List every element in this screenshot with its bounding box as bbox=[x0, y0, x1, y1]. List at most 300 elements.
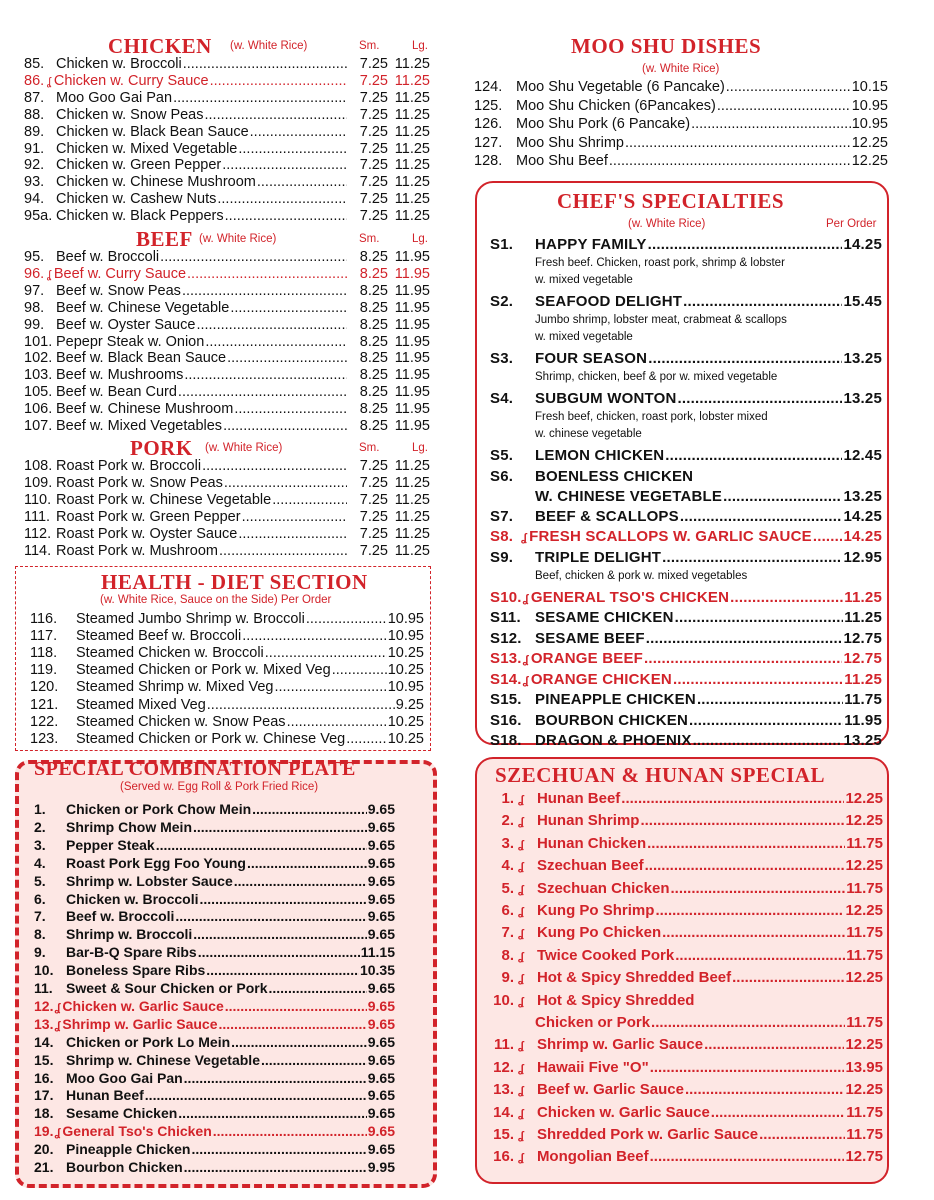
menu-item[interactable] bbox=[34, 1159, 395, 1176]
item-name: Roast Pork w. Broccoli bbox=[56, 458, 202, 474]
price: 9.65 bbox=[367, 1123, 395, 1140]
menu-item[interactable] bbox=[24, 350, 430, 367]
item-name: General Tso's Chicken bbox=[62, 1123, 212, 1140]
small-price: 7.25 bbox=[359, 72, 388, 89]
chef-item[interactable] bbox=[490, 549, 882, 568]
menu-item[interactable] bbox=[474, 98, 888, 115]
item-name: Shredded Pork w. Garlic Sauce bbox=[536, 1126, 759, 1143]
szechuan-item[interactable] bbox=[490, 992, 883, 1011]
large-price: 11.95 bbox=[394, 384, 430, 401]
pepper-icon: ʆ bbox=[518, 838, 524, 851]
small-price: 7.25 bbox=[359, 474, 388, 491]
item-name: Bourbon Chicken bbox=[66, 1159, 183, 1175]
menu-item[interactable] bbox=[30, 731, 424, 748]
leader-dots bbox=[156, 837, 367, 853]
item-name: Chicken w. Garlic Sauce bbox=[536, 1103, 710, 1121]
menu-item[interactable] bbox=[24, 492, 430, 509]
menu-item[interactable] bbox=[30, 628, 424, 645]
price: 12.25 bbox=[845, 790, 883, 807]
szechuan-item-line2 bbox=[490, 1014, 883, 1033]
price: 10.25 bbox=[387, 662, 424, 679]
small-price: 8.25 bbox=[359, 418, 388, 434]
item-name: Chicken w. Black Bean Sauce bbox=[56, 123, 249, 140]
item-name: Kung Po Chicken bbox=[536, 924, 662, 942]
menu-item[interactable] bbox=[24, 90, 430, 107]
health-title: HEALTH - DIET SECTION bbox=[101, 570, 368, 594]
menu-item[interactable] bbox=[24, 249, 430, 266]
menu-item[interactable] bbox=[24, 526, 430, 543]
item-number: 11. bbox=[493, 1036, 514, 1054]
leader-dots bbox=[207, 697, 395, 713]
leader-dots bbox=[680, 508, 843, 525]
item-name: Roast Pork w. Green Pepper bbox=[56, 508, 241, 525]
pork-note: (w. White Rice) bbox=[205, 442, 283, 454]
item-number: S18. bbox=[490, 732, 522, 749]
menu-item[interactable] bbox=[24, 124, 430, 141]
price: 10.95 bbox=[387, 679, 424, 696]
item-name: Szechuan Chicken bbox=[536, 879, 670, 897]
menu-item[interactable] bbox=[24, 174, 430, 191]
item-number: 121. bbox=[30, 696, 59, 713]
leader-dots bbox=[726, 79, 851, 95]
menu-item[interactable] bbox=[34, 998, 395, 1015]
menu-item[interactable] bbox=[34, 873, 395, 890]
price: 13.25 bbox=[843, 390, 882, 407]
large-price: 11.95 bbox=[394, 333, 430, 350]
item-description: Beef, chicken & pork w. mixed vegetables bbox=[535, 569, 748, 582]
item-name: Hawaii Five "O" bbox=[536, 1058, 649, 1076]
szechuan-item[interactable] bbox=[490, 1148, 883, 1167]
menu-item[interactable] bbox=[34, 837, 395, 854]
leader-dots bbox=[198, 944, 360, 960]
leader-dots bbox=[644, 650, 842, 667]
item-name: Szechuan Beef bbox=[536, 857, 644, 875]
menu-item[interactable] bbox=[24, 543, 430, 560]
leader-dots bbox=[238, 526, 347, 542]
chef-item[interactable] bbox=[490, 350, 882, 369]
menu-item[interactable] bbox=[24, 208, 430, 225]
chef-item[interactable] bbox=[490, 650, 882, 669]
item-number: S16. bbox=[490, 711, 522, 729]
price: 11.75 bbox=[846, 924, 883, 942]
small-price: 7.25 bbox=[359, 491, 388, 508]
pepper-icon: ʆ bbox=[518, 861, 524, 874]
menu-item[interactable] bbox=[24, 317, 430, 334]
price: 9.65 bbox=[367, 836, 395, 853]
item-description: w. mixed vegetable bbox=[535, 274, 633, 286]
pepper-icon: ʆ bbox=[518, 906, 524, 918]
chef-item[interactable] bbox=[490, 630, 882, 649]
chef-item[interactable] bbox=[490, 390, 882, 409]
menu-item[interactable] bbox=[30, 611, 424, 628]
price: 13.25 bbox=[843, 732, 882, 749]
menu-item[interactable] bbox=[34, 944, 395, 961]
item-name: Chicken w. Chinese Mushroom bbox=[56, 174, 256, 191]
item-name: Hunan Chicken bbox=[536, 834, 647, 852]
item-name: Beef w. Bean Curd bbox=[56, 384, 177, 401]
leader-dots bbox=[196, 317, 347, 333]
large-price: 11.25 bbox=[394, 191, 430, 208]
pepper-icon: ʆ bbox=[518, 883, 524, 896]
item-number: 96. bbox=[24, 265, 45, 282]
chicken-title: CHICKEN bbox=[108, 34, 212, 58]
menu-item[interactable] bbox=[30, 679, 424, 696]
small-price: 7.25 bbox=[359, 89, 388, 106]
item-name: Shrimp w. Broccoli bbox=[66, 926, 193, 943]
item-number: S2. bbox=[490, 293, 514, 310]
price: 13.25 bbox=[843, 350, 882, 367]
item-number: 127. bbox=[474, 134, 503, 151]
menu-item[interactable] bbox=[24, 283, 430, 300]
item-name: Steamed Beef w. Broccoli bbox=[76, 628, 242, 645]
large-price: 11.25 bbox=[394, 474, 430, 491]
szechuan-item[interactable] bbox=[490, 1059, 883, 1078]
leader-dots bbox=[640, 812, 844, 829]
large-price: 11.25 bbox=[394, 56, 430, 72]
szechuan-item[interactable] bbox=[490, 857, 883, 876]
small-price: 8.25 bbox=[359, 350, 388, 367]
item-number: 12. bbox=[493, 1058, 514, 1076]
item-number: 112. bbox=[24, 525, 52, 542]
menu-item[interactable] bbox=[30, 662, 424, 679]
small-price: 7.25 bbox=[359, 157, 388, 174]
item-name: Pepper Steak bbox=[66, 836, 155, 853]
item-number: S13. bbox=[490, 650, 522, 667]
item-number: 89. bbox=[24, 123, 45, 140]
menu-item[interactable] bbox=[474, 116, 888, 133]
leader-dots bbox=[670, 880, 845, 897]
item-number: S7. bbox=[490, 507, 514, 525]
menu-item[interactable] bbox=[34, 1052, 395, 1069]
szechuan-title: SZECHUAN & HUNAN SPECIAL bbox=[495, 763, 825, 787]
leader-dots bbox=[247, 855, 367, 871]
leader-dots bbox=[662, 924, 845, 941]
price: 9.65 bbox=[367, 872, 395, 889]
item-name: Shrimp w. Lobster Sauce bbox=[66, 872, 233, 889]
menu-item[interactable] bbox=[34, 1105, 395, 1122]
item-number: 120. bbox=[30, 679, 59, 696]
szechuan-item[interactable] bbox=[490, 1126, 883, 1145]
menu-item[interactable] bbox=[24, 384, 430, 401]
leader-dots bbox=[193, 819, 367, 835]
pepper-icon: ʆ bbox=[518, 1152, 524, 1165]
item-number: 124. bbox=[474, 79, 503, 95]
leader-dots bbox=[673, 671, 843, 688]
szechuan-item[interactable] bbox=[490, 902, 883, 921]
price: 12.25 bbox=[845, 969, 883, 987]
menu-item[interactable] bbox=[30, 714, 424, 731]
menu-item[interactable] bbox=[34, 980, 395, 997]
item-name: Roast Pork Egg Foo Young bbox=[66, 854, 246, 871]
chef-item[interactable] bbox=[490, 468, 882, 487]
pepper-icon: ʆ bbox=[518, 928, 524, 941]
menu-item[interactable] bbox=[34, 1016, 395, 1033]
chef-item[interactable] bbox=[490, 609, 882, 628]
price: 14.25 bbox=[843, 507, 882, 525]
szechuan-item[interactable] bbox=[490, 969, 883, 988]
large-price: 11.25 bbox=[394, 542, 430, 559]
large-price: 11.25 bbox=[394, 157, 430, 174]
menu-item[interactable] bbox=[24, 157, 430, 174]
price: 10.25 bbox=[387, 730, 424, 747]
item-number: 21. bbox=[34, 1159, 54, 1175]
item-number: 17. bbox=[34, 1087, 54, 1104]
price: 9.65 bbox=[367, 1105, 395, 1122]
menu-item[interactable] bbox=[24, 418, 430, 435]
menu-item[interactable] bbox=[34, 819, 395, 836]
price: 9.65 bbox=[367, 1141, 395, 1158]
item-number: 97. bbox=[24, 282, 45, 299]
chef-item[interactable] bbox=[490, 712, 882, 731]
item-number: 14. bbox=[34, 1033, 54, 1050]
large-price: 11.95 bbox=[394, 249, 430, 265]
leader-dots bbox=[732, 969, 844, 986]
item-number: 10. bbox=[34, 962, 54, 979]
menu-item[interactable] bbox=[24, 73, 430, 90]
item-number: S4. bbox=[490, 390, 514, 407]
item-name: TRIPLE DELIGHT bbox=[535, 548, 662, 566]
leader-dots bbox=[227, 350, 347, 366]
menu-item[interactable] bbox=[24, 401, 430, 418]
menu-item[interactable] bbox=[30, 645, 424, 662]
leader-dots bbox=[625, 135, 851, 151]
item-number: 93. bbox=[24, 174, 45, 191]
menu-item[interactable] bbox=[34, 1141, 395, 1158]
price: 12.75 bbox=[845, 1148, 883, 1166]
item-name: SEAFOOD DELIGHT bbox=[535, 293, 683, 310]
leader-dots bbox=[184, 367, 347, 383]
item-name: Pineapple Chicken bbox=[66, 1141, 191, 1158]
item-name: BOURBON CHICKEN bbox=[535, 711, 688, 729]
price: 10.95 bbox=[387, 628, 424, 645]
combo-note: (Served w. Egg Roll & Pork Fried Rice) bbox=[120, 781, 319, 793]
leader-dots bbox=[704, 1036, 844, 1053]
szechuan-item[interactable] bbox=[490, 924, 883, 943]
menu-item[interactable] bbox=[34, 908, 395, 925]
szechuan-item[interactable] bbox=[490, 812, 883, 831]
price: 10.35 bbox=[359, 962, 395, 979]
pepper-icon: ʆ bbox=[522, 674, 529, 687]
item-number: 106. bbox=[24, 401, 53, 418]
pepper-icon: ʆ bbox=[518, 950, 524, 963]
price: 12.25 bbox=[845, 812, 883, 830]
szechuan-item[interactable] bbox=[490, 790, 883, 809]
menu-item[interactable] bbox=[24, 367, 430, 384]
item-number: 95a. bbox=[24, 208, 53, 225]
item-number: 92. bbox=[24, 157, 45, 174]
item-name: SUBGUM WONTON bbox=[535, 390, 677, 407]
price: 9.65 bbox=[367, 854, 395, 871]
leader-dots bbox=[648, 236, 843, 253]
small-price: 8.25 bbox=[359, 367, 388, 384]
leader-dots bbox=[689, 712, 843, 729]
item-name: Chicken w. Green Pepper bbox=[56, 157, 222, 174]
menu-item[interactable] bbox=[34, 855, 395, 872]
item-name: Roast Pork w. Snow Peas bbox=[56, 474, 223, 491]
item-name: Chicken w. Snow Peas bbox=[56, 106, 204, 123]
menu-item[interactable] bbox=[24, 191, 430, 208]
chef-item[interactable] bbox=[490, 447, 882, 466]
leader-dots bbox=[219, 543, 347, 559]
item-number: 118. bbox=[30, 645, 58, 662]
price: 11.25 bbox=[844, 588, 882, 606]
item-number: S10. bbox=[490, 588, 522, 606]
leader-dots bbox=[222, 157, 347, 173]
szechuan-item[interactable] bbox=[490, 1036, 883, 1055]
leader-dots bbox=[650, 1148, 845, 1165]
item-name: Steamed Chicken w. Broccoli bbox=[76, 645, 264, 662]
item-name: Roast Pork w. Mushroom bbox=[56, 542, 218, 559]
price: 13.95 bbox=[845, 1058, 883, 1076]
menu-item[interactable] bbox=[34, 926, 395, 943]
leader-dots bbox=[651, 1014, 845, 1031]
menu-item[interactable] bbox=[34, 962, 395, 979]
item-name: Steamed Chicken w. Snow Peas bbox=[76, 713, 286, 730]
leader-dots bbox=[269, 980, 367, 996]
item-number: 99. bbox=[24, 316, 45, 333]
item-number: 4. bbox=[34, 854, 46, 871]
szechuan-item[interactable] bbox=[490, 835, 883, 854]
menu-item[interactable] bbox=[24, 141, 430, 158]
item-name: Beef w. Chinese Vegetable bbox=[56, 299, 230, 316]
price: 12.25 bbox=[851, 134, 888, 151]
item-name: Moo Shu Shrimp bbox=[516, 134, 624, 151]
leader-dots bbox=[193, 926, 366, 942]
mooshu-title: MOO SHU DISHES bbox=[571, 34, 762, 58]
item-name: Hunan Beef bbox=[536, 790, 621, 807]
item-name: Bar-B-Q Spare Ribs bbox=[66, 944, 197, 961]
leader-dots bbox=[224, 475, 347, 491]
menu-item[interactable] bbox=[474, 135, 888, 152]
leader-dots bbox=[184, 1159, 367, 1175]
item-name: Steamed Chicken or Pork w. Mixed Veg bbox=[76, 662, 331, 679]
item-name: Steamed Mixed Veg bbox=[76, 696, 206, 713]
chef-item[interactable] bbox=[490, 293, 882, 312]
price: 11.25 bbox=[844, 609, 882, 626]
pepper-icon: ʆ bbox=[54, 1127, 61, 1140]
item-name: Boneless Spare Ribs bbox=[66, 962, 206, 979]
item-name: Moo Shu Pork (6 Pancake) bbox=[516, 116, 691, 132]
item-number: S15. bbox=[490, 691, 522, 708]
menu-item[interactable] bbox=[34, 801, 395, 818]
menu-item[interactable] bbox=[34, 891, 395, 908]
menu-item[interactable] bbox=[474, 79, 888, 96]
chef-item[interactable] bbox=[490, 528, 882, 547]
price: 10.95 bbox=[851, 97, 888, 114]
item-number: 87. bbox=[24, 89, 45, 106]
chef-per-order: Per Order bbox=[826, 218, 877, 230]
chef-item[interactable] bbox=[490, 671, 882, 690]
menu-item[interactable] bbox=[24, 107, 430, 124]
item-name: Shrimp Chow Mein bbox=[66, 818, 192, 835]
menu-item[interactable] bbox=[24, 475, 430, 492]
item-name: Beef w. Broccoli bbox=[66, 908, 175, 925]
item-number: 86. bbox=[24, 72, 45, 89]
leader-dots bbox=[242, 509, 347, 525]
chef-item[interactable] bbox=[490, 508, 882, 527]
leader-dots bbox=[173, 90, 347, 106]
item-name-line2: Chicken or Pork bbox=[535, 1014, 651, 1031]
large-price: 11.25 bbox=[394, 508, 430, 525]
price: 15.45 bbox=[843, 293, 882, 310]
szechuan-item[interactable] bbox=[490, 1081, 883, 1100]
leader-dots bbox=[662, 549, 842, 566]
item-number: 4. bbox=[501, 857, 514, 875]
leader-dots bbox=[332, 662, 387, 678]
pepper-icon: ʆ bbox=[518, 1040, 524, 1053]
leader-dots bbox=[206, 962, 359, 978]
item-name: Beef w. Oyster Sauce bbox=[56, 316, 196, 333]
leader-dots bbox=[231, 1034, 367, 1050]
menu-item[interactable] bbox=[24, 334, 430, 351]
item-name: GENERAL TSO'S CHICKEN bbox=[530, 588, 730, 606]
chef-item[interactable] bbox=[490, 732, 882, 751]
price: 9.25 bbox=[395, 696, 424, 713]
leader-dots bbox=[261, 1052, 367, 1068]
menu-item[interactable] bbox=[24, 56, 430, 73]
item-name: Shrimp w. Garlic Sauce bbox=[62, 1015, 218, 1032]
chef-item[interactable] bbox=[490, 691, 882, 710]
chicken-lg-header: Lg. bbox=[412, 40, 428, 52]
menu-item[interactable] bbox=[34, 1070, 395, 1087]
szechuan-item[interactable] bbox=[490, 947, 883, 966]
large-price: 11.95 bbox=[394, 367, 430, 384]
chef-item[interactable] bbox=[490, 589, 882, 608]
price: 9.65 bbox=[367, 1015, 395, 1032]
menu-item[interactable] bbox=[34, 1034, 395, 1051]
price: 12.75 bbox=[843, 650, 882, 667]
leader-dots bbox=[145, 1087, 367, 1103]
item-name: Steamed Chicken or Pork w. Chinese Veg bbox=[76, 730, 346, 747]
item-name: Beef w. Mushrooms bbox=[56, 367, 184, 384]
pepper-icon: ʆ bbox=[518, 995, 524, 1008]
item-name: Twice Cooked Pork bbox=[536, 946, 675, 964]
menu-item[interactable] bbox=[24, 266, 430, 283]
leader-dots bbox=[160, 249, 347, 265]
item-number: S3. bbox=[490, 350, 514, 367]
menu-item[interactable] bbox=[34, 1123, 395, 1140]
price: 11.15 bbox=[360, 944, 395, 961]
item-number: 19. bbox=[34, 1123, 54, 1140]
menu-item[interactable] bbox=[30, 697, 424, 714]
szechuan-item[interactable] bbox=[490, 1104, 883, 1123]
leader-dots bbox=[205, 107, 348, 123]
item-number: 101. bbox=[24, 333, 53, 350]
item-number: 8. bbox=[501, 946, 514, 964]
szechuan-item[interactable] bbox=[490, 880, 883, 899]
price: 12.45 bbox=[843, 447, 882, 464]
menu-item[interactable] bbox=[474, 153, 888, 170]
menu-item[interactable] bbox=[34, 1087, 395, 1104]
price: 11.75 bbox=[844, 691, 882, 708]
small-price: 8.25 bbox=[359, 249, 388, 265]
small-price: 7.25 bbox=[359, 56, 388, 72]
chef-item[interactable] bbox=[490, 236, 882, 255]
leader-dots bbox=[730, 589, 843, 606]
item-description: Jumbo shrimp, lobster meat, crabmeat & scallops bbox=[535, 314, 787, 326]
leader-dots bbox=[287, 714, 387, 730]
leader-dots bbox=[648, 350, 842, 367]
item-number: 6. bbox=[34, 890, 46, 907]
item-name: HAPPY FAMILY bbox=[535, 236, 647, 253]
large-price: 11.95 bbox=[394, 401, 430, 418]
menu-item[interactable] bbox=[24, 509, 430, 526]
menu-item[interactable] bbox=[24, 458, 430, 475]
menu-item[interactable] bbox=[24, 300, 430, 317]
item-number: 5. bbox=[34, 872, 46, 889]
item-name: Shrimp w. Chinese Vegetable bbox=[66, 1051, 260, 1068]
item-name: Hunan Shrimp bbox=[536, 812, 640, 830]
